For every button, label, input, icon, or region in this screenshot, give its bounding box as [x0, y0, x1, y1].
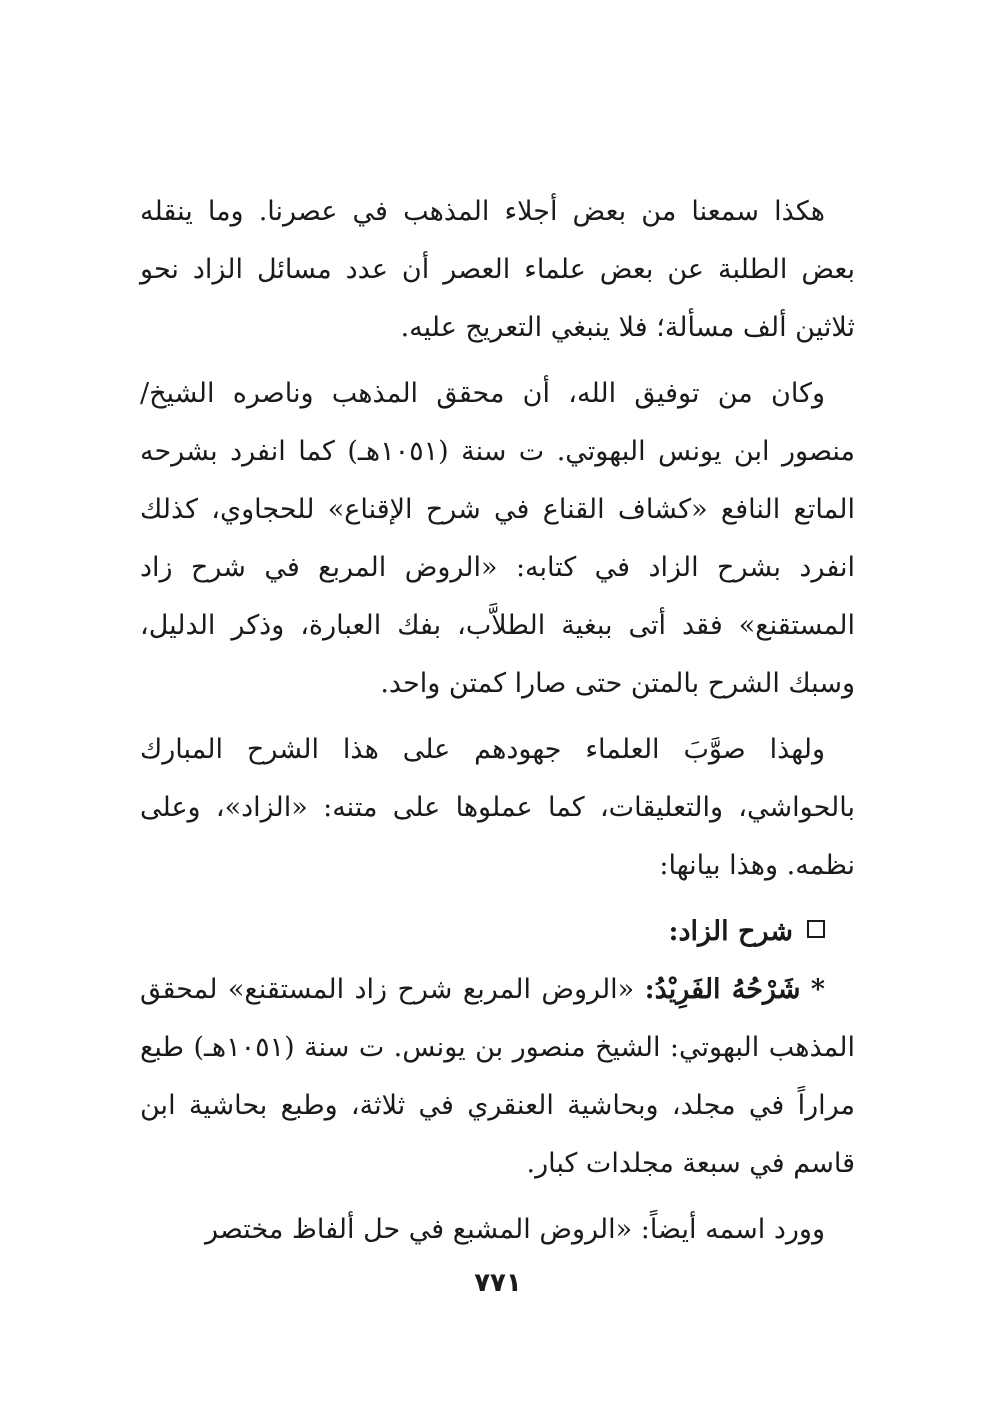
entry-title: شَرْحُهُ الفَرِيْدُ: — [644, 974, 801, 1005]
section-heading — [140, 903, 855, 961]
page-number: ٧٧١ — [474, 1268, 522, 1298]
paragraph-bahuti: وكان من توفيق الله، أن محقق المذهب وناصره الشيخ/ منصور ابن يونس البهوتي. ت سنة (١٠٥١هـ) كما انفرد بشرحه الماتع النافع «كشاف القناع في شرح الإقناع» للحجاوي، كذلك انفرد بشرح الزاد في كتابه: «الروض المربع في شرح زاد المستقنع» فقد أتى ببغية الطلاَّب، بفك العبارة، وذكر الدليل، وسبك الشرح بالمتن حتى صارا كمتن واحد. — [140, 378, 855, 699]
section-heading-text: شرح الزاد: — [668, 916, 793, 947]
entry-body: «الروض المربع شرح زاد المستقنع» لمحقق المذهب البهوتي: الشيخ منصور بن يونس. ت سنة (١٠٥١هـ) طبع مراراً في مجلد، وبحاشية العنقري في ثلاثة، وطبع بحاشية ابن قاسم في سبعة مجلدات كبار. — [140, 974, 855, 1179]
paragraph-continued: وورد اسمه أيضاً: «الروض المشبع في حل ألفاظ مختصر — [204, 1214, 825, 1245]
paragraph-intro: هكذا سمعنا من بعض أجلاء المذهب في عصرنا. وما ينقله بعض الطلبة عن بعض علماء العصر أن عدد مسائل الزاد نحو ثلاثين ألف مسألة؛ فلا ينبغي التعريج عليه. — [140, 196, 855, 343]
entry-rawd — [140, 961, 855, 1193]
body-text — [140, 183, 855, 1259]
square-bullet-icon — [807, 920, 825, 938]
entry-marker: * — [810, 974, 825, 1005]
paragraph-efforts: ولهذا صوَّبَ العلماء جهودهم على هذا الشرح المبارك بالحواشي، والتعليقات، كما عملوها على متنه: «الزاد»، وعلى نظمه. وهذا بيانها: — [140, 734, 855, 881]
